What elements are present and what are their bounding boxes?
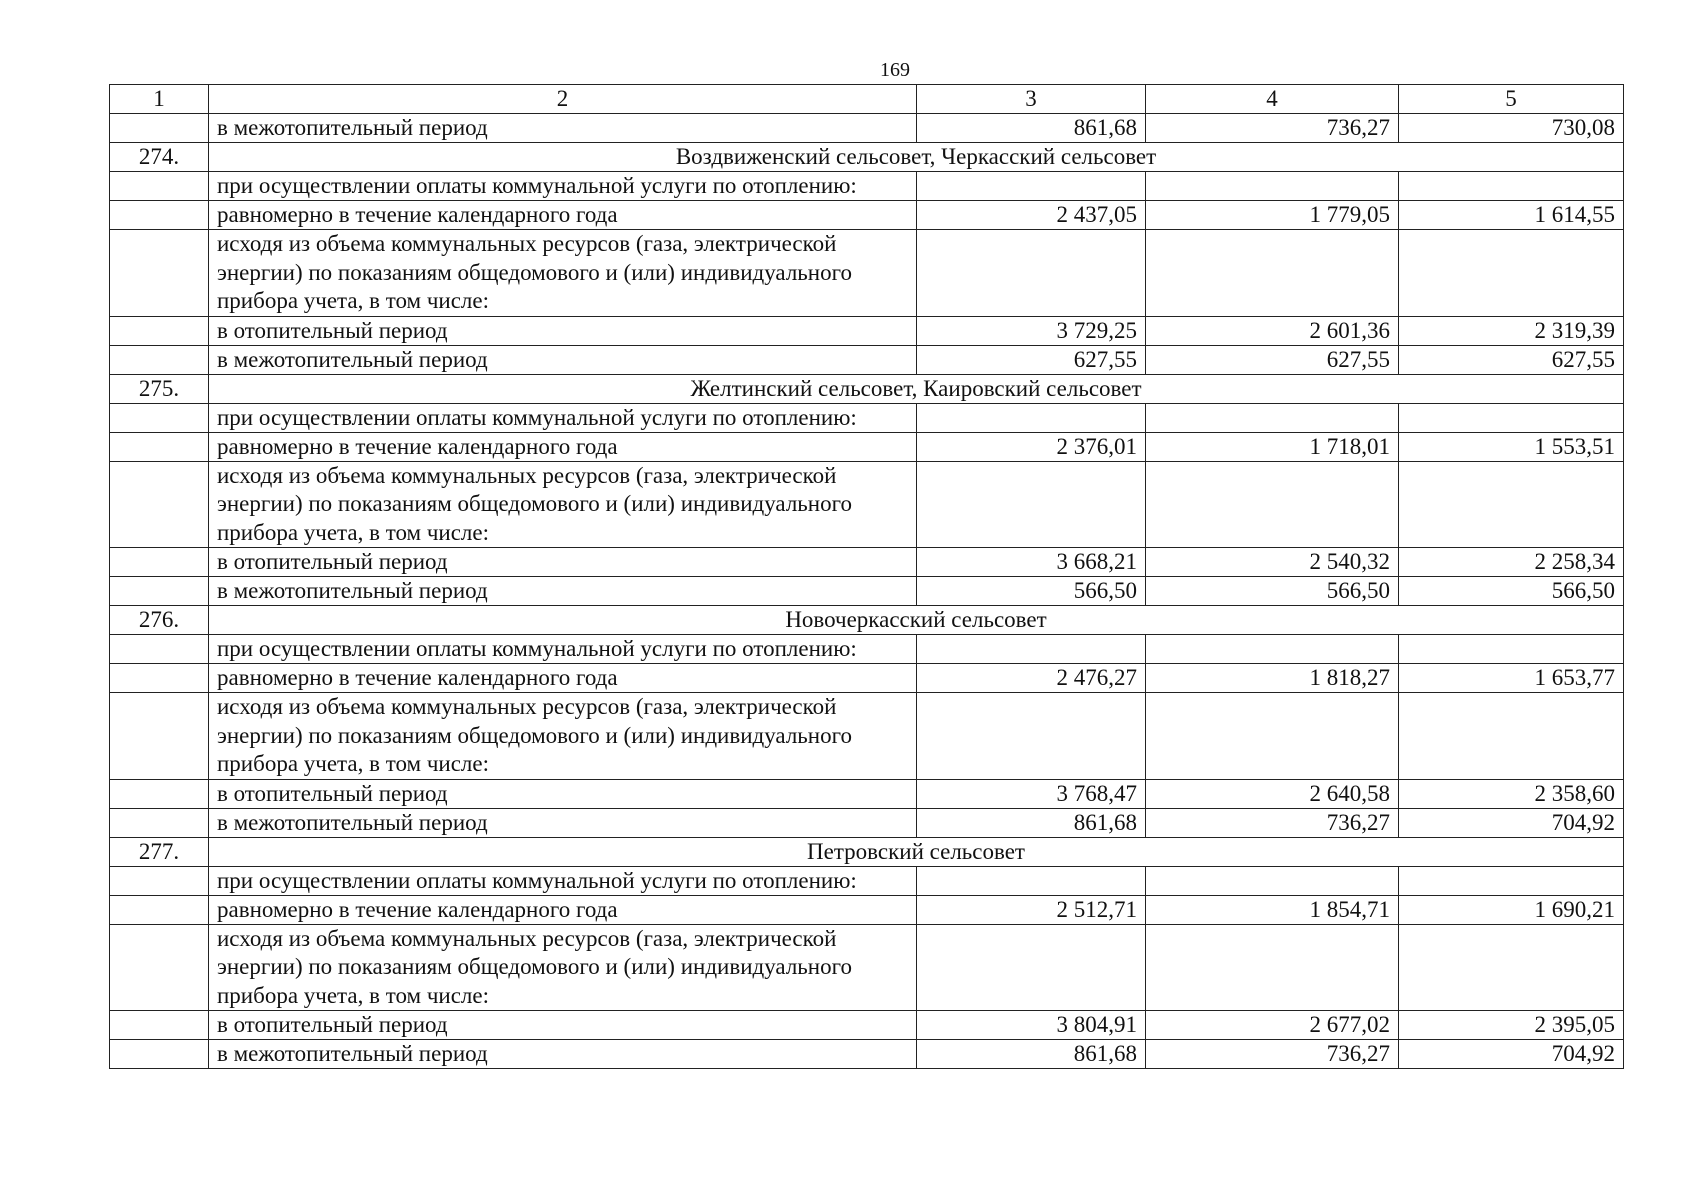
section-header-row	[110, 837, 1624, 866]
row-label: в межотопительный период	[209, 808, 917, 837]
value-col-3	[917, 403, 1146, 432]
value-col-4: 2 601,36	[1146, 316, 1399, 345]
row-number-cell	[110, 114, 209, 143]
value-col-4: 566,50	[1146, 577, 1399, 606]
row-label: равномерно в течение календарного года	[209, 432, 917, 461]
table-row	[110, 635, 1624, 664]
value-col-5: 2 358,60	[1399, 779, 1624, 808]
value-col-3: 627,55	[917, 345, 1146, 374]
value-col-5	[1399, 635, 1624, 664]
row-label: равномерно в течение календарного года	[209, 895, 917, 924]
row-number-cell	[110, 461, 209, 548]
column-header-3: 3	[917, 85, 1146, 114]
value-col-5: 2 258,34	[1399, 548, 1624, 577]
table-row	[110, 866, 1624, 895]
tariff-table	[109, 84, 1624, 1069]
table-row	[110, 808, 1624, 837]
row-label: при осуществлении оплаты коммунальной услуги по отоплению:	[209, 403, 917, 432]
section-header-row	[110, 143, 1624, 172]
row-label: в межотопительный период	[209, 345, 917, 374]
table-row	[110, 461, 1624, 548]
row-label: в межотопительный период	[209, 577, 917, 606]
value-col-4: 627,55	[1146, 345, 1399, 374]
table-row	[110, 1011, 1624, 1040]
value-col-3: 2 476,27	[917, 664, 1146, 693]
row-number-cell	[110, 172, 209, 201]
value-col-5: 627,55	[1399, 345, 1624, 374]
row-label: в межотопительный период	[209, 114, 917, 143]
section-header-row	[110, 374, 1624, 403]
value-col-5	[1399, 461, 1624, 548]
table-row	[110, 693, 1624, 780]
row-number-cell	[110, 230, 209, 317]
value-col-4	[1146, 866, 1399, 895]
row-number-cell	[110, 808, 209, 837]
value-col-4: 2 677,02	[1146, 1011, 1399, 1040]
column-number-header-row	[110, 85, 1624, 114]
value-col-3: 861,68	[917, 114, 1146, 143]
section-title: Петровский сельсовет	[209, 837, 1624, 866]
value-col-4: 1 818,27	[1146, 664, 1399, 693]
value-col-4: 1 779,05	[1146, 201, 1399, 230]
row-number-cell	[110, 577, 209, 606]
value-col-5: 704,92	[1399, 1040, 1624, 1069]
value-col-5	[1399, 403, 1624, 432]
value-col-5: 2 319,39	[1399, 316, 1624, 345]
table-row	[110, 316, 1624, 345]
row-label: в межотопительный период	[209, 1040, 917, 1069]
column-header-1: 1	[110, 85, 209, 114]
value-col-5: 1 690,21	[1399, 895, 1624, 924]
table-row	[110, 548, 1624, 577]
value-col-3: 861,68	[917, 808, 1146, 837]
value-col-3	[917, 461, 1146, 548]
row-number-cell	[110, 779, 209, 808]
row-label: при осуществлении оплаты коммунальной услуги по отоплению:	[209, 635, 917, 664]
row-number-cell	[110, 693, 209, 780]
row-label: исходя из объема коммунальных ресурсов (газа, электрической энергии) по показаниям общедомового и (или) индивидуального прибора учета, в том числе:	[209, 230, 917, 317]
column-header-5: 5	[1399, 85, 1624, 114]
value-col-3: 2 437,05	[917, 201, 1146, 230]
value-col-3: 3 668,21	[917, 548, 1146, 577]
row-number-cell	[110, 664, 209, 693]
table-row	[110, 895, 1624, 924]
row-number-cell	[110, 866, 209, 895]
table-row	[110, 779, 1624, 808]
section-number: 276.	[110, 606, 209, 635]
row-label: в отопительный период	[209, 548, 917, 577]
value-col-4: 736,27	[1146, 114, 1399, 143]
row-number-cell	[110, 432, 209, 461]
row-number-cell	[110, 316, 209, 345]
value-col-4	[1146, 635, 1399, 664]
section-number: 274.	[110, 143, 209, 172]
value-col-3: 3 768,47	[917, 779, 1146, 808]
row-label: при осуществлении оплаты коммунальной услуги по отоплению:	[209, 866, 917, 895]
value-col-4: 1 854,71	[1146, 895, 1399, 924]
section-title: Желтинский сельсовет, Каировский сельсовет	[209, 374, 1624, 403]
table-row	[110, 432, 1624, 461]
table-row	[110, 201, 1624, 230]
value-col-5: 1 553,51	[1399, 432, 1624, 461]
section-title: Новочеркасский сельсовет	[209, 606, 1624, 635]
value-col-3	[917, 172, 1146, 201]
row-number-cell	[110, 1040, 209, 1069]
value-col-3	[917, 924, 1146, 1011]
row-number-cell	[110, 403, 209, 432]
table-row	[110, 230, 1624, 317]
value-col-4: 2 640,58	[1146, 779, 1399, 808]
value-col-4: 736,27	[1146, 808, 1399, 837]
row-number-cell	[110, 345, 209, 374]
row-number-cell	[110, 924, 209, 1011]
section-header-row	[110, 606, 1624, 635]
value-col-5: 704,92	[1399, 808, 1624, 837]
value-col-4	[1146, 924, 1399, 1011]
column-header-2: 2	[209, 85, 917, 114]
value-col-3: 2 376,01	[917, 432, 1146, 461]
section-number: 275.	[110, 374, 209, 403]
value-col-3: 2 512,71	[917, 895, 1146, 924]
value-col-4: 736,27	[1146, 1040, 1399, 1069]
row-number-cell	[110, 635, 209, 664]
value-col-5: 566,50	[1399, 577, 1624, 606]
row-number-cell	[110, 895, 209, 924]
value-col-5: 730,08	[1399, 114, 1624, 143]
value-col-3	[917, 866, 1146, 895]
section-number: 277.	[110, 837, 209, 866]
value-col-5: 1 614,55	[1399, 201, 1624, 230]
value-col-4: 1 718,01	[1146, 432, 1399, 461]
table-row	[110, 172, 1624, 201]
value-col-4	[1146, 172, 1399, 201]
row-label: равномерно в течение календарного года	[209, 664, 917, 693]
value-col-5	[1399, 693, 1624, 780]
value-col-3: 3 729,25	[917, 316, 1146, 345]
value-col-3	[917, 635, 1146, 664]
row-label: исходя из объема коммунальных ресурсов (газа, электрической энергии) по показаниям общедомового и (или) индивидуального прибора учета, в том числе:	[209, 461, 917, 548]
value-col-3: 861,68	[917, 1040, 1146, 1069]
value-col-5: 1 653,77	[1399, 664, 1624, 693]
section-title: Воздвиженский сельсовет, Черкасский сельсовет	[209, 143, 1624, 172]
table-body	[110, 85, 1624, 1069]
table-row	[110, 664, 1624, 693]
table-row	[110, 1040, 1624, 1069]
value-col-3	[917, 230, 1146, 317]
value-col-5	[1399, 230, 1624, 317]
value-col-4	[1146, 461, 1399, 548]
value-col-3: 3 804,91	[917, 1011, 1146, 1040]
value-col-4: 2 540,32	[1146, 548, 1399, 577]
value-col-4	[1146, 403, 1399, 432]
row-label: исходя из объема коммунальных ресурсов (газа, электрической энергии) по показаниям общедомового и (или) индивидуального прибора учета, в том числе:	[209, 693, 917, 780]
table-row	[110, 345, 1624, 374]
value-col-5	[1399, 924, 1624, 1011]
column-header-4: 4	[1146, 85, 1399, 114]
value-col-3: 566,50	[917, 577, 1146, 606]
row-number-cell	[110, 201, 209, 230]
page-number: 169	[880, 59, 910, 81]
row-label: в отопительный период	[209, 1011, 917, 1040]
table-row	[110, 924, 1624, 1011]
value-col-4	[1146, 230, 1399, 317]
row-label: в отопительный период	[209, 779, 917, 808]
table-row	[110, 114, 1624, 143]
row-number-cell	[110, 1011, 209, 1040]
row-label: в отопительный период	[209, 316, 917, 345]
value-col-4	[1146, 693, 1399, 780]
value-col-3	[917, 693, 1146, 780]
row-label: при осуществлении оплаты коммунальной услуги по отоплению:	[209, 172, 917, 201]
value-col-5	[1399, 172, 1624, 201]
value-col-5	[1399, 866, 1624, 895]
value-col-5: 2 395,05	[1399, 1011, 1624, 1040]
table-row	[110, 403, 1624, 432]
row-label: исходя из объема коммунальных ресурсов (газа, электрической энергии) по показаниям общедомового и (или) индивидуального прибора учета, в том числе:	[209, 924, 917, 1011]
table-row	[110, 577, 1624, 606]
row-label: равномерно в течение календарного года	[209, 201, 917, 230]
row-number-cell	[110, 548, 209, 577]
